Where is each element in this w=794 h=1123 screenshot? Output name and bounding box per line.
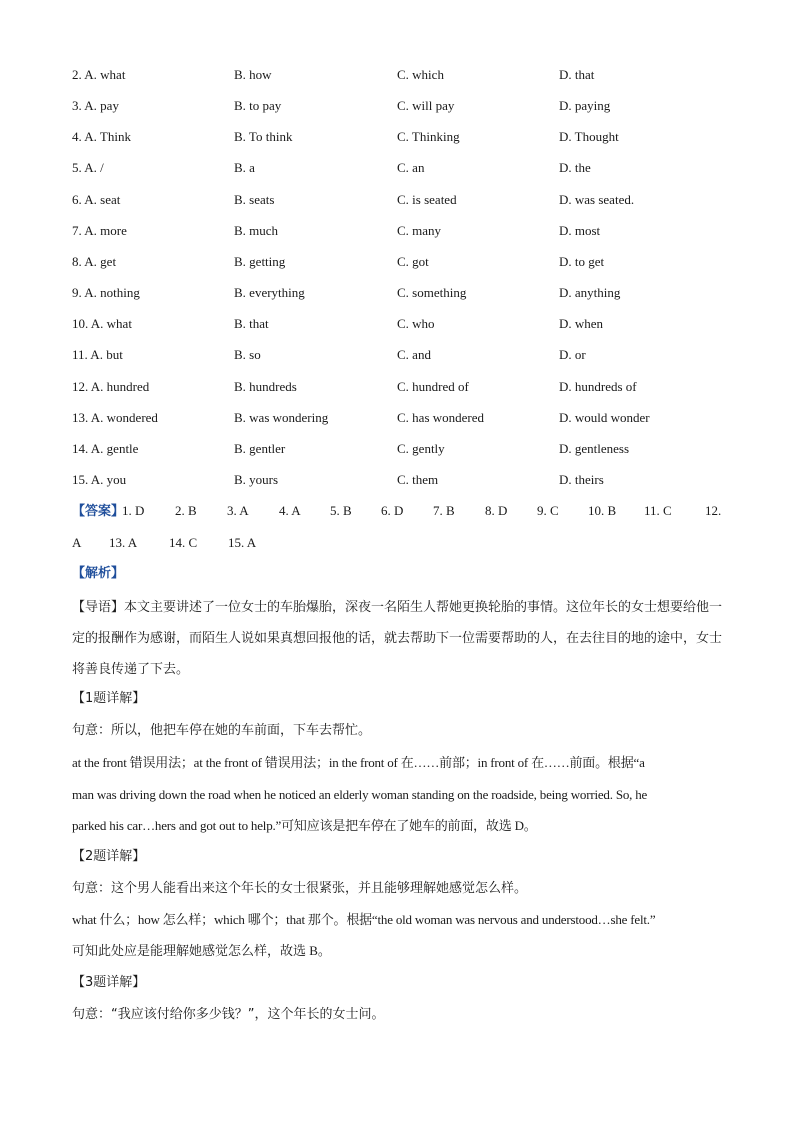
option-b: B. was wondering (234, 409, 329, 425)
answer-item: 6. D (381, 503, 404, 518)
answer-item: A (72, 535, 82, 550)
option-c: C. who (397, 316, 435, 332)
option-d: D. was seated. (559, 191, 635, 207)
option-d: D. would wonder (559, 409, 650, 425)
answer-item: 7. B (433, 503, 455, 518)
q1-explain-line-1: at the front 错误用法；at the front of 错误用法；in the front of 在……前部；in front of 在……前面。根据“a (72, 755, 645, 770)
answer-item: 10. B (588, 503, 617, 518)
option-b: B. that (234, 316, 269, 332)
answer-item: 9. C (537, 503, 559, 518)
option-a: 11. A. but (72, 347, 123, 363)
option-row (72, 283, 732, 303)
option-c: C. Thinking (397, 129, 460, 145)
option-a: 7. A. more (72, 222, 127, 238)
option-a: 5. A. / (72, 160, 104, 176)
option-b: B. gentler (234, 440, 286, 456)
option-c: C. hundred of (397, 378, 469, 394)
answer-item: 4. A (279, 503, 301, 518)
q2-meaning: 句意：这个男人能看出来这个年长的女士很紧张，并且能够理解她感觉怎么样。 (72, 881, 528, 896)
option-d: D. theirs (559, 471, 604, 487)
option-b: B. To think (234, 129, 293, 145)
answer-item: 5. B (330, 503, 352, 518)
option-a: 4. A. Think (72, 129, 131, 145)
option-b: B. much (234, 222, 279, 238)
option-c: C. an (397, 160, 425, 176)
option-row (72, 345, 732, 365)
option-d: D. most (559, 222, 601, 238)
answer-item: 15. A (228, 535, 257, 550)
option-d: D. when (559, 316, 604, 332)
q2-heading: 【2题详解】 (72, 849, 146, 864)
option-d: D. to get (559, 253, 605, 269)
q1-heading: 【1题详解】 (72, 691, 146, 706)
option-c: C. will pay (397, 98, 455, 114)
option-c: C. them (397, 471, 439, 487)
q1-explain-line-3: parked his car…hers and got out to help.”可知应该是把车停在了她车的前面，故选 D。 (72, 818, 537, 833)
option-a: 14. A. gentle (72, 440, 139, 456)
q3-heading: 【3题详解】 (72, 975, 146, 990)
q3-meaning: 句意：“我应该付给你多少钱？”，这个年长的女士问。 (72, 1007, 385, 1022)
option-row (72, 221, 732, 241)
option-a: 8. A. get (72, 253, 117, 269)
option-d: D. the (559, 160, 591, 176)
option-c: C. gently (397, 440, 445, 456)
option-row (72, 65, 732, 85)
option-row (72, 158, 732, 178)
option-a: 2. A. what (72, 67, 126, 82)
q1-explain-line-2: man was driving down the road when he noticed an elderly woman standing on the roadside, being worried. So, he (72, 787, 648, 802)
q2-explain-line-2: 可知此处应是能理解她感觉怎么样，故选 B。 (72, 943, 331, 958)
q1-meaning: 句意：所以，他把车停在她的车前面，下车去帮忙。 (72, 723, 372, 738)
option-b: B. so (234, 347, 261, 363)
option-a: 12. A. hundred (72, 378, 150, 394)
option-c: C. something (397, 285, 467, 301)
answer-item: 14. C (169, 535, 198, 550)
answer-item: 12. (705, 503, 722, 518)
option-d: D. Thought (559, 129, 619, 145)
option-d: D. hundreds of (559, 378, 637, 394)
option-row (72, 408, 732, 428)
option-b: B. hundreds (234, 378, 297, 394)
option-row (72, 127, 732, 147)
answer-tag: 【答案】 (72, 504, 125, 519)
option-row (72, 470, 732, 490)
option-b: B. seats (234, 191, 275, 207)
option-row (72, 96, 732, 116)
option-a: 3. A. pay (72, 98, 119, 114)
option-c: C. and (397, 347, 431, 363)
option-c: C. is seated (397, 191, 457, 207)
option-a: 9. A. nothing (72, 285, 140, 301)
option-a: 6. A. seat (72, 191, 121, 207)
guide-paragraph: 【导语】本文主要讲述了一位女士的车胎爆胎，深夜一名陌生人帮她更换轮胎的事情。这位年长的女士想要给他一定的报酬作为感谢，而陌生人说如果真想回报他的话，就去帮助下一位需要帮助的人，在去往目的地的途中，女士将善良传递了下去。 (72, 600, 723, 677)
option-b: B. a (234, 160, 255, 176)
option-b: B. to pay (234, 98, 282, 114)
option-row (72, 439, 732, 459)
option-c: C. got (397, 253, 429, 269)
answer-item: 2. B (175, 503, 197, 518)
answer-item: 8. D (485, 503, 508, 518)
analysis-tag: 【解析】 (72, 566, 125, 581)
option-row (72, 314, 732, 334)
answer-item: 11. C (644, 503, 672, 518)
option-c: C. many (397, 222, 442, 238)
option-b: B. everything (234, 285, 305, 301)
option-row (72, 252, 732, 272)
option-d: D. gentleness (559, 440, 630, 456)
option-d: D. that (559, 67, 595, 82)
answer-item: 13. A (109, 535, 138, 550)
option-row (72, 377, 732, 397)
answer-item: 1. D (122, 503, 145, 518)
q2-explain-line-1: what 什么；how 怎么样；which 哪个；that 那个。根据“the old woman was nervous and understood…she felt.” (72, 912, 656, 927)
option-b: B. yours (234, 471, 279, 487)
option-row (72, 190, 732, 210)
option-a: 13. A. wondered (72, 409, 158, 425)
option-d: D. paying (559, 98, 611, 114)
option-d: D. anything (559, 285, 621, 301)
answer-line-1 (72, 501, 722, 521)
option-d: D. or (559, 347, 586, 363)
option-c: C. has wondered (397, 409, 485, 425)
option-a: 10. A. what (72, 316, 132, 332)
option-b: B. getting (234, 253, 286, 269)
answer-item: 3. A (227, 503, 249, 518)
option-b: B. how (234, 67, 272, 82)
answer-line-2 (72, 533, 722, 553)
option-c: C. which (397, 67, 444, 82)
option-a: 15. A. you (72, 471, 127, 487)
